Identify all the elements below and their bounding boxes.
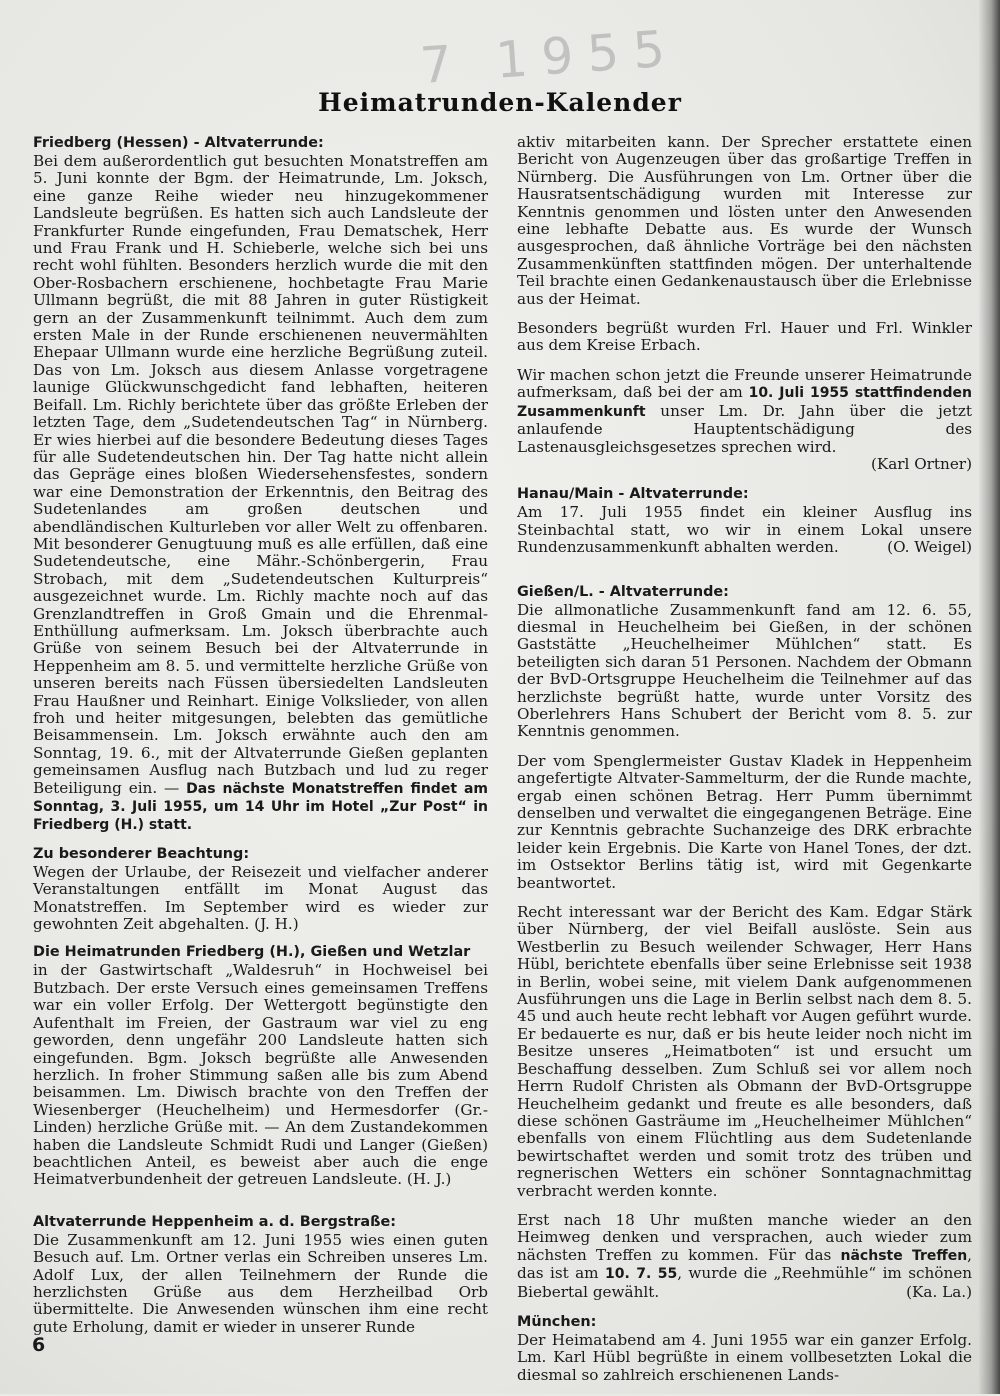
body-text: Am 17. Juli 1955 findet ein kleiner Ausflug ins Steinbachtal statt, wo wir in einem Lokal unsere Rundenzusammenkunft abhalten werden. <box>517 503 972 557</box>
section-heading-beachtung: Zu besonderer Beachtung: <box>33 845 250 862</box>
body-text: Erst nach 18 Uhr mußten manche wieder an den Heimweg denken und versprachen, auch wieder zum nächsten Treffen zu kommen. Für das <box>517 1210 972 1264</box>
body-text: unser Lm. Dr. Jahn über die jetzt anlaufende Hauptentschädigung des Lastenausgleichsgesetzes sprechen wird. <box>517 401 972 456</box>
body-text: , wurde die „Reehmühle“ im schönen Biebertal gewählt. <box>517 1264 972 1301</box>
body-text-bold: Das nächste Monatstreffen findet am Sonntag, 3. Juli 1955, um 14 Uhr im Hotel „Zur Post“ in Friedberg (H.) statt. <box>33 780 488 834</box>
page-title: Heimatrunden-Kalender <box>318 88 682 117</box>
continued-text: aktiv mitarbeiten kann. Der Sprecher erstattete einen Bericht von Augenzeugen über das großartige Treffen in Nürnberg. Die Ausführungen von Lm. Ortner über die Hausratsentschädigung wurden mit Interesse zur Kenntnis genommen und lösten unter den Anwesenden eine lebhafte Debatte aus. Es wurde der Wunsch ausgesprochen, daß ähnliche Vorträge bei den nächsten Zusammenkünften stattfinden mögen. Der unterhaltende Teil brachte einen Gedankenaustausch über die Erlebnisse aus der Heimat. <box>517 133 972 308</box>
guest-text: Besonders begrüßt wurden Frl. Hauer und Frl. Winkler aus dem Kreise Erbach. <box>517 319 972 355</box>
section-heading-friedberg: Friedberg (Hessen) - Altvaterrunde: <box>33 135 324 151</box>
spacer <box>33 1199 488 1213</box>
left-column <box>33 134 488 1346</box>
announcement-text <box>517 367 972 473</box>
section-text-friedberg <box>33 153 488 835</box>
body-text: Bei dem außerordentlich gut besuchten Monatstreffen am 5. Juni konnte der Bgm. der Heimatrunde, Lm. Joksch, eine ganze Reihe wieder neu hinzugekommener Landsleute begrüßen. Es hatten sich auch Landsleute der Frankfurter Runde eingefunden, Frau Dematschek, Herr und Frau Frank und H. Schieberle, welche sich bei uns recht wohl fühlten. Besonders herzlich wurde die mit den Ober-Rosbachern erschienene, hochbetagte Frau Marie Ullmann begrüßt, die mit 88 Jahren in guter Rüstigkeit gern an der Zusammenkunft teilnimmt. Auch dem zum ersten Male in der Runde erschienenen neuvermählten Ehepaar Ullmann wurde eine herzliche Begrüßung zuteil. Das von Lm. Joksch aus diesem Anlasse vorgetragene launige Glückwunschgedicht fand lebhaften, heiteren Beifall. Lm. Richly berichtete über das größte Erleben der letzten Tage, dem „Sudetendeutschen Tag“ in Nürnberg. Er wies hierbei auf die besondere Bedeutung dieses Tages für alle Sudetendeutschen hin. Der Tag hatte nicht allein das Gepräge eines bloßen Wiedersehensfestes, sondern war eine Demonstration der Erkenntnis, den Beitrag des Sudetenlandes am großen deutschen und abendländischen Kulturleben vor aller Welt zu offenbaren. Mit besonderer Genugtuung muß es alle erfüllen, daß eine Sudetendeutsche, eine Mähr.-Schönbergerin, Frau Strobach, mit dem „Sudetendeutschen Kulturpreis“ ausgezeichnet wurde. Lm. Richly machte noch auf das Grenzlandtreffen in Groß Gmain und die Ehrenmal-Enthüllung aufmerksam. Lm. Joksch überbrachte auch Grüße von seinem Besuch bei der Altvaterrunde in Heppenheim am 8. 5. und vermittelte herzliche Grüße von unseren bereits nach Füssen übersiedelten Landsleuten Frau Haußner und Reinhart. Einige Volkslieder, von allen froh und heiter mitgesungen, belebten das gemütliche Beisammensein. Lm. Joksch erwähnte auch den am Sonntag, 19. 6., mit der Altvaterrunde Gießen geplanten gemeinsamen Ausflug nach Butzbach und lud zu reger Beteiligung ein. — <box>33 152 488 797</box>
section-text-beachtung: Wegen der Urlaube, der Reisezeit und vielfacher anderer Veranstaltungen entfällt im Monat August das Monatstreffen. Im September wird es wieder zur gewohnten Zeit abgehalten. (J. H.) <box>33 862 488 934</box>
body-text-bold: 10. Juli 1955 stattfindenden Zusammenkunft <box>517 385 972 420</box>
section-text-giessen-1: Die allmonatliche Zusammenkunft fand am 12. 6. 55, diesmal in Heuchelheim bei Gießen, in der schönen Gaststätte „Heuchelheimer Mühlchen“ statt. Es beteiligten sich daran 51 Personen. Nachdem der Obmann der BvD-Ortsgruppe Heuchelheim die Teilnehmer auf das herzlichste begrüßt hatte, wurde unter Vorsitz des Oberlehrers Hans Schubert der Bericht vom 8. 5. zur Kenntnis genommen. <box>517 600 972 741</box>
author-signature: (O. Weigel) <box>887 538 972 557</box>
section-text-giessen-2: Der vom Spenglermeister Gustav Kladek in Heppenheim angefertigte Altvater-Sammelturm, der die Runde machte, ergab einen schönen Betrag. Herr Pumm übernimmt denselben und verwaltet die eingegangenen Beträge. Eine zur Kenntnis gebrachte Suchanzeige des DRK erbrachte leider kein Ergebnis. Die Karte von Hanel Tones, der dzt. im Ostsektor Berlins tätig ist, wird mit Gegenkarte beantwortet. <box>517 751 972 892</box>
section-heading-hanau: Hanau/Main - Altvaterrunde: <box>517 486 749 503</box>
body-text-bold: 10. 7. 55 <box>604 1266 678 1283</box>
section-text-giessen-3: Recht interessant war der Bericht des Kam. Edgar Stärk über Nürnberg, der viel Beifall auslöste. Sein aus Westberlin zu Besuch weilender Schwager, Herr Hans Hübl, berichtete ebenfalls über seine Erlebnisse seit 1938 in Berlin, wobei seine, mit vielem Dank aufgenommenen Ausführungen uns die Lage in Berlin selbst nach dem 8. 5. 45 und auch heute recht lebhaft vor Augen geführt wurde. Er bedauerte es nur, daß er bis heute leider noch nicht im Besitze unseres „Heimatboten“ ist und ersucht um Beschaffung desselben. Zum Schluß sei vor allem noch Herrn Rudolf Christen als Obmann der BvD-Ortsgruppe Heuchelheim gedankt und freute es alle besonders, daß diese schönen Gasträume im „Heuchelheimer Mühlchen“ ebenfalls von einem Flüchtling aus dem Sudetenlande bewirtschaftet werden und somit trotz des trüben und regnerischen Wetters ein schöner Sonntagnachmittag verbracht werden konnte. <box>517 903 972 1200</box>
section-text-muenchen: Der Heimatabend am 4. Juni 1955 war ein ganzer Erfolg. Lm. Karl Hübl begrüßte in einem vollbesetzten Lokal die diesmal so zahlreich erschienenen Lands- <box>517 1330 972 1384</box>
section-heading-muenchen: München: <box>517 1313 597 1330</box>
spacer <box>517 569 972 583</box>
section-heading-heppenheim: Altvaterrunde Heppenheim a. d. Bergstraße: <box>33 1213 396 1230</box>
author-signature: (Karl Ortner) <box>870 454 972 473</box>
section-heading-heimatrunden: Die Heimatrunden Friedberg (H.), Gießen und Wetzlar <box>33 944 471 961</box>
right-column <box>517 134 972 1396</box>
section-text-hanau <box>517 504 972 556</box>
section-text-heimatrunden: in der Gastwirtschaft „Waldesruh“ in Hochweisel bei Butzbach. Der erste Versuch eines gemeinsamen Treffens war ein voller Erfolg. Der Wettergott begünstigte den Aufenthalt im Freien, der Gastraum war viel zu eng geworden, denn ungefähr 200 Landsleute hatten sich eingefunden. Bgm. Joksch begrüßte alle Anwesenden herzlich. In froher Stimmung saßen alle bis zum Abend beisammen. Lm. Diwisch brachte von den Treffen der Wiesenberger (Heuchelheim) und Hermesdorfer (Gr.-Linden) herzliche Grüße mit. — An dem Zustandekommen haben die Landsleute Schmidt Rudi und Langer (Gießen) beachtlichen Anteil, es beweist aber auch die enge Heimatverbundenheit der getreuen Landsleute. (H. J.) <box>33 961 488 1189</box>
section-heading-giessen: Gießen/L. - Altvaterrunde: <box>517 583 729 600</box>
body-text: , das ist am <box>517 1245 972 1283</box>
page-number: 6 <box>32 1334 46 1356</box>
body-text: Wir machen schon jetzt die Freunde unserer Heimatrunde aufmerksam, daß bei der am <box>517 365 972 402</box>
section-text-heppenheim: Die Zusammenkunft am 12. Juni 1955 wies einen guten Besuch auf. Lm. Ortner verlas ein Schreiben unseres Lm. Adolf Lux, der allen Teilnehmern der Runde die herzlichsten Grüße aus dem Herzheilbad Orb übermittelte. Die Anwesenden wünschen ihm eine recht gute Erholung, damit er wieder in unserer Runde <box>33 1230 488 1336</box>
date-stamp: 7 1955 <box>418 19 681 95</box>
page-binding-shadow <box>978 0 1000 1394</box>
section-text-giessen-4 <box>517 1212 972 1301</box>
author-signature: (Ka. La.) <box>906 1282 972 1301</box>
body-text-bold: nächste Treffen <box>840 1247 968 1264</box>
